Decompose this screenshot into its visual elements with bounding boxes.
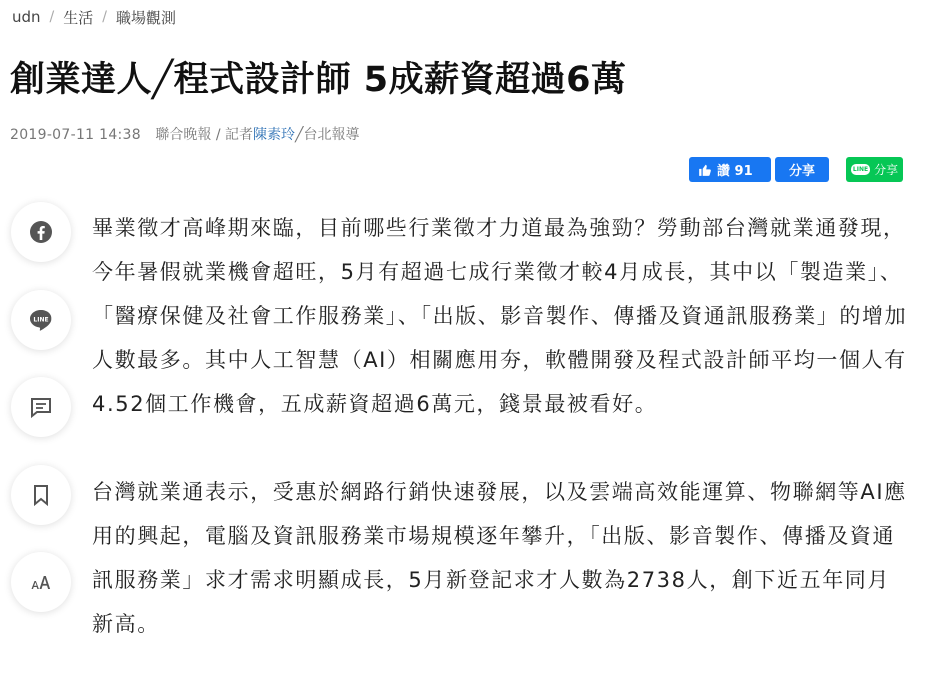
bookmark-sidebar-button[interactable] <box>11 465 71 525</box>
facebook-icon <box>29 220 53 244</box>
font-size-icon <box>27 570 55 594</box>
article-meta <box>10 124 359 144</box>
line-icon-text: LINE <box>33 316 49 324</box>
breadcrumb-workplace[interactable]: 職場觀測 <box>116 8 177 27</box>
facebook-share-button[interactable] <box>775 157 829 182</box>
news-source: 聯合晚報 <box>155 127 212 143</box>
comment-sidebar-button[interactable] <box>11 377 71 437</box>
breadcrumb-udn[interactable]: udn <box>12 8 41 26</box>
article-title: 創業達人╱程式設計師 5成薪資超過6萬 <box>10 60 627 100</box>
byline-prefix: / 記者 <box>215 127 254 143</box>
facebook-like-button[interactable] <box>689 157 771 182</box>
bookmark-icon <box>31 483 51 507</box>
article-paragraph: 畢業徵才高峰期來臨，目前哪些行業徵才力道最為強勁？勞動部台灣就業通發現，今年暑假就業機會超旺，5月有超過七成行業徵才較4月成長，其中以「製造業」、「醫療保健及社會工作服務業」、「出版、影音製作、傳播及資通訊服務業」的增加人數最多。其中人工智慧（AI）相關應用夯，軟體開發及程式設計師平均一個人有4.52個工作機會，五成薪資超過6萬元，錢景最被看好。 <box>92 216 908 416</box>
font-size-sidebar-button[interactable] <box>11 552 71 612</box>
breadcrumb <box>12 6 176 28</box>
line-share-label: 分享 <box>874 163 899 177</box>
reporter-link[interactable]: 陳素玲 <box>253 127 296 143</box>
breadcrumb-separator: / <box>102 9 107 25</box>
article-body <box>92 206 912 646</box>
like-count: 讚 91 <box>717 164 753 179</box>
line-badge: LINE <box>852 166 869 173</box>
comment-icon <box>29 395 53 419</box>
byline-suffix: ╱台北報導 <box>295 127 360 143</box>
article-paragraph: 台灣就業通表示，受惠於網路行銷快速發展，以及雲端高效能運算、物聯網等AI應用的興起，電腦及資訊服務業市場規模逐年攀升，「出版、影音製作、傳播及資通訊服務業」求才需求明顯成長，5月新登記求才人數為2738人，創下近五年同月新高。 <box>92 480 907 636</box>
line-share-sidebar-button[interactable] <box>11 290 71 350</box>
breadcrumb-separator: / <box>49 9 55 25</box>
facebook-share-label: 分享 <box>788 164 815 179</box>
breadcrumb-life[interactable]: 生活 <box>63 8 94 27</box>
line-icon <box>28 308 54 332</box>
publish-time: 2019-07-11 14:38 <box>10 127 141 143</box>
facebook-share-sidebar-button[interactable] <box>11 202 71 262</box>
line-share-button[interactable] <box>846 157 903 182</box>
thumbs-up-icon <box>698 163 712 177</box>
